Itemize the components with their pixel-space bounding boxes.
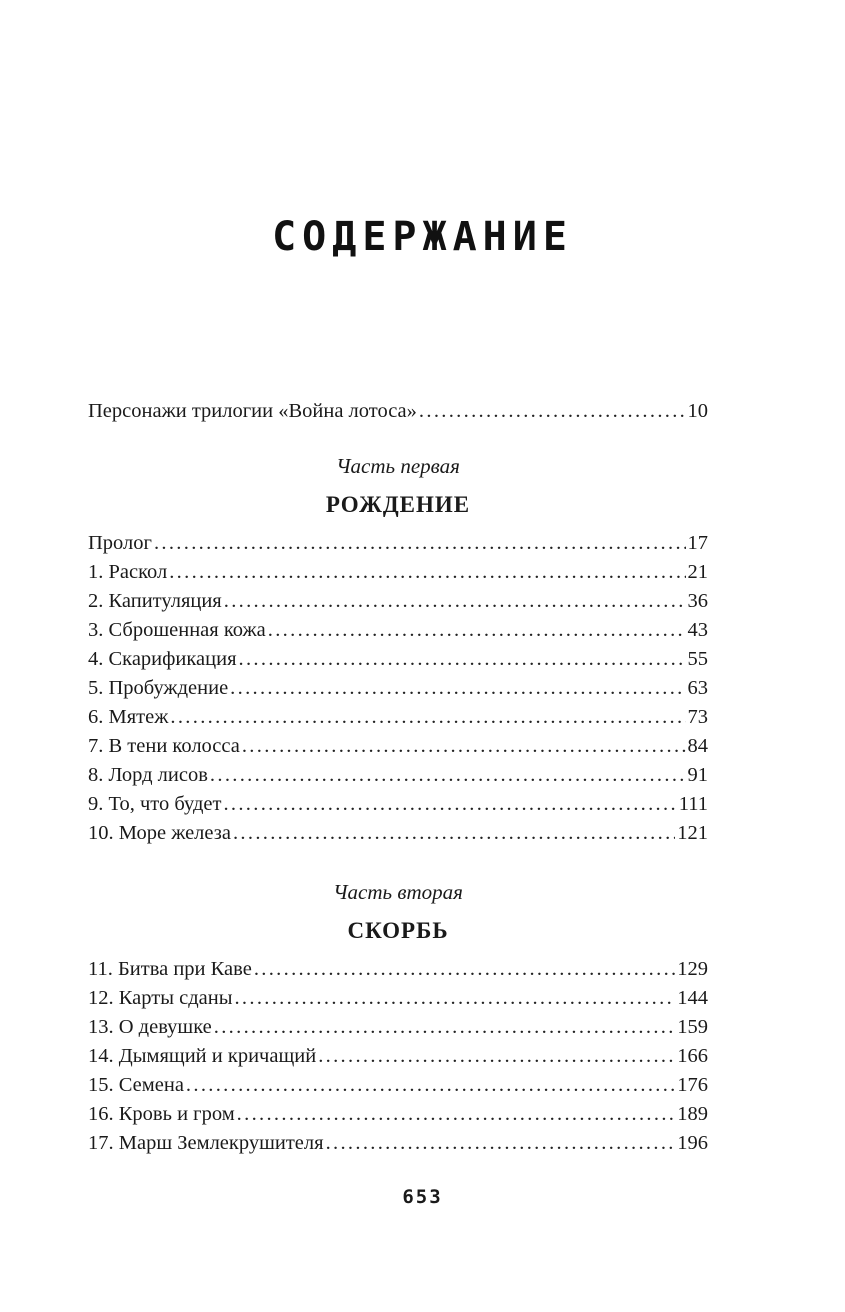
- entry-page: 36: [687, 590, 708, 612]
- toc-entry[interactable]: [88, 1013, 708, 1042]
- dot-leader: [210, 761, 686, 790]
- part-two-label: Часть вторая: [333, 880, 463, 904]
- entry-page: 189: [677, 1103, 708, 1125]
- dot-leader: [233, 819, 675, 848]
- toc-entry[interactable]: [88, 955, 708, 984]
- dot-leader: [318, 1042, 675, 1071]
- toc-entry[interactable]: [88, 1042, 708, 1071]
- toc-entry[interactable]: [88, 1100, 708, 1129]
- toc-entry[interactable]: [88, 732, 708, 761]
- entry-label: 4. Скарификация: [88, 648, 237, 670]
- entry-page: 43: [687, 619, 708, 641]
- dot-leader: [223, 790, 676, 819]
- toc-entry[interactable]: [88, 616, 708, 645]
- dot-leader: [224, 587, 686, 616]
- entry-page: 121: [677, 822, 708, 844]
- entry-label: 16. Кровь и гром: [88, 1103, 235, 1125]
- entry-page: 159: [677, 1016, 708, 1038]
- entry-page: 84: [687, 735, 708, 757]
- part-one-label: Часть первая: [336, 454, 460, 478]
- entry-page: 111: [678, 793, 708, 815]
- dot-leader: [254, 955, 675, 984]
- dot-leader: [239, 645, 686, 674]
- page-number: 653: [402, 1186, 443, 1208]
- entry-page: 73: [687, 706, 708, 728]
- entry-label: 11. Битва при Каве: [88, 958, 252, 980]
- dot-leader: [154, 529, 686, 558]
- toc-entry[interactable]: [88, 674, 708, 703]
- entry-label: 2. Капитуляция: [88, 590, 222, 612]
- part-one-title: РОЖДЕНИЕ: [325, 492, 471, 517]
- entry-label: 10. Море железа: [88, 822, 231, 844]
- toc-entry[interactable]: [88, 529, 708, 558]
- toc-entry[interactable]: [88, 761, 708, 790]
- entry-label: 5. Пробуждение: [88, 677, 229, 699]
- toc-entry[interactable]: [88, 587, 708, 616]
- toc-entry[interactable]: [88, 1129, 708, 1158]
- dot-leader: [237, 1100, 676, 1129]
- dot-leader: [419, 397, 686, 426]
- toc-entry[interactable]: [88, 703, 708, 732]
- dot-leader: [234, 984, 675, 1013]
- entry-label: 7. В тени колосса: [88, 735, 240, 757]
- entry-page: 55: [687, 648, 708, 670]
- dot-leader: [170, 703, 685, 732]
- entry-label: 3. Сброшенная кожа: [88, 619, 266, 641]
- dot-leader: [214, 1013, 675, 1042]
- entry-label: 9. То, что будет: [88, 793, 222, 815]
- entry-label: Персонажи трилогии «Война лотоса»: [88, 400, 417, 422]
- toc-entry[interactable]: [88, 819, 708, 848]
- entry-label: 14. Дымящий и кричащий: [88, 1045, 317, 1067]
- toc-entry[interactable]: [88, 1071, 708, 1100]
- dot-leader: [169, 558, 685, 587]
- toc-entry[interactable]: [88, 984, 708, 1013]
- entry-label: 15. Семена: [88, 1074, 184, 1096]
- toc-entry[interactable]: [88, 558, 708, 587]
- entry-page: 10: [687, 400, 708, 422]
- toc-entry[interactable]: [88, 790, 708, 819]
- entry-page: 144: [677, 987, 708, 1009]
- dot-leader: [230, 674, 685, 703]
- entry-page: 166: [677, 1045, 708, 1067]
- entry-label: Пролог: [88, 532, 152, 554]
- entry-page: 91: [687, 764, 708, 786]
- entry-page: 176: [677, 1074, 708, 1096]
- entry-label: 17. Марш Землекрушителя: [88, 1132, 324, 1154]
- dot-leader: [186, 1071, 675, 1100]
- dot-leader: [326, 1129, 676, 1158]
- entry-page: 17: [687, 532, 708, 554]
- toc-entry[interactable]: [88, 645, 708, 674]
- entry-label: 8. Лорд лисов: [88, 764, 208, 786]
- entry-label: 1. Раскол: [88, 561, 168, 583]
- dot-leader: [242, 732, 686, 761]
- toc-entry-characters[interactable]: [88, 397, 708, 426]
- entry-label: 12. Карты сданы: [88, 987, 233, 1009]
- part-two-title: СКОРБЬ: [347, 918, 449, 943]
- page-title: СОДЕРЖАНИЕ: [272, 214, 573, 260]
- entry-page: 63: [687, 677, 708, 699]
- entry-label: 13. О девушке: [88, 1016, 212, 1038]
- entry-page: 196: [677, 1132, 708, 1154]
- dot-leader: [268, 616, 686, 645]
- entry-page: 21: [687, 561, 708, 583]
- entry-page: 129: [677, 958, 708, 980]
- entry-label: 6. Мятеж: [88, 706, 169, 728]
